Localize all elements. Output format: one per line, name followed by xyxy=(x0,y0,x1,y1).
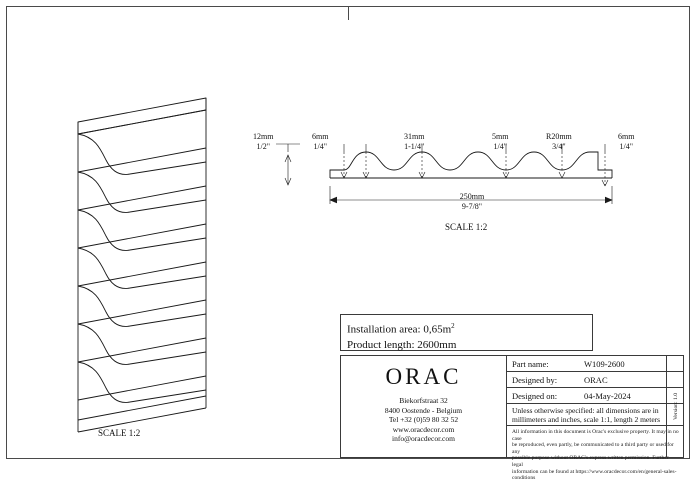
dimension-6mm-right: 6mm 1/4" xyxy=(618,132,635,151)
address-city: 8400 Oostende - Belgium xyxy=(384,405,463,415)
part-name-row xyxy=(507,356,683,372)
part-name-label: Part name: xyxy=(512,358,549,369)
installation-area-label: Installation area: xyxy=(347,323,421,336)
dimension-31mm: 31mm 1-1/4" xyxy=(404,132,425,151)
dimension-12mm: 12mm 1/2" xyxy=(253,132,274,151)
product-info-box xyxy=(340,314,593,351)
designed-by-label: Designed by: xyxy=(512,374,558,385)
address-street: Biekorfstraat 32 xyxy=(399,396,448,405)
address-website[interactable]: www.oracdecor.com xyxy=(392,424,455,434)
tolerance-note: Unless otherwise specified: all dimensions are in millimeters and inches, scale 1:1, length 2 meters xyxy=(507,404,683,426)
section-profile xyxy=(330,152,612,178)
orac-logo: ORAC xyxy=(385,364,462,389)
dimension-5mm: 5mm 1/4" xyxy=(492,132,509,151)
designed-on-row xyxy=(507,388,683,404)
dimension-lines xyxy=(276,144,612,204)
designed-on-label: Designed on: xyxy=(512,390,558,401)
designed-by-row xyxy=(507,372,683,388)
installation-area-exponent: 2 xyxy=(451,322,455,330)
version-label: Version: 1.0 xyxy=(673,392,679,421)
version-strip xyxy=(666,355,684,458)
dimension-6mm-left: 6mm 1/4" xyxy=(312,132,329,151)
dimension-r20mm: R20mm 3/4" xyxy=(546,132,572,151)
product-length-value: 2600mm xyxy=(417,338,457,351)
designed-on-value: 04-May-2024 xyxy=(584,390,631,401)
perspective-panel-view xyxy=(78,98,206,432)
legal-line-3: possible purpose without ORAC's express written permission. Further legal xyxy=(512,455,669,468)
part-name-value: W109-2600 xyxy=(584,358,625,369)
installation-area-row xyxy=(347,319,586,338)
address-email[interactable]: info@oracdecor.com xyxy=(392,434,455,443)
company-address xyxy=(385,396,462,444)
legal-line-2: be reproduced, even partly, be communicated to a third party or used for any xyxy=(512,442,674,455)
section-scale-label: SCALE 1:2 xyxy=(445,222,488,232)
product-length-label: Product length: xyxy=(347,338,415,351)
designed-by-value: ORAC xyxy=(584,374,608,385)
perspective-scale-label: SCALE 1:2 xyxy=(98,428,141,438)
legal-line-4: information can be found at https://www.oracdecor.com/en/general-sales-conditions xyxy=(512,468,677,482)
installation-area-value: 0,65m xyxy=(423,323,452,336)
title-block xyxy=(340,355,684,482)
company-block xyxy=(341,356,507,457)
dimension-250mm: 250mm 9-7/8" xyxy=(459,192,485,211)
product-length-row xyxy=(347,338,586,353)
legal-line-1: All information in this document is Orac's exclusive property. It may in no case xyxy=(512,429,679,442)
legal-notice xyxy=(507,426,683,484)
title-block-fields xyxy=(507,356,683,482)
address-phone: Tel +32 (0)59 80 32 52 xyxy=(388,415,459,424)
